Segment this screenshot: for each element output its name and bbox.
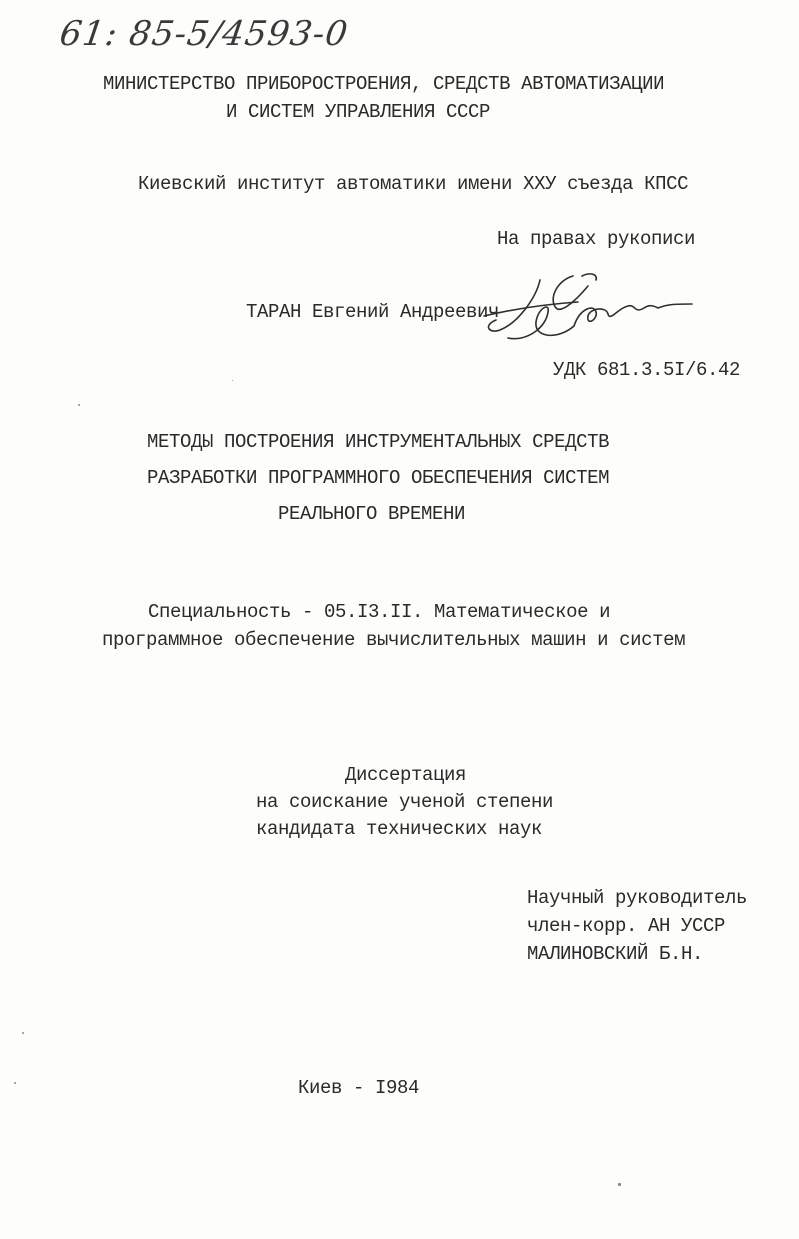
author-signature <box>478 268 698 348</box>
supervisor-label: Научный руководитель <box>527 887 748 909</box>
specialty-line-1: Специальность - 05.I3.II. Математическое и <box>148 601 611 623</box>
title-line-2: РАЗРАБОТКИ ПРОГРАММНОГО ОБЕСПЕЧЕНИЯ СИСТЕМ <box>147 467 610 489</box>
dissertation-label: Диссертация <box>345 764 467 786</box>
specialty-line-2: программное обеспечение вычислительных машин и систем <box>102 629 686 651</box>
udc-code: УДК 681.3.5I/6.42 <box>553 359 741 381</box>
scan-speck <box>618 1183 621 1186</box>
supervisor-name: МАЛИНОВСКИЙ Б.Н. <box>527 943 704 965</box>
title-line-3: РЕАЛЬНОГО ВРЕМЕНИ <box>278 503 466 525</box>
supervisor-title: член-корр. АН УССР <box>527 915 726 937</box>
manuscript-rights-note: На правах рукописи <box>497 228 696 250</box>
dissertation-field-line: кандидата технических наук <box>256 818 543 840</box>
institute-name: Киевский институт автоматики имени ХХУ съезда КПСС <box>138 173 689 195</box>
scan-speck <box>22 1032 24 1034</box>
scan-speck <box>232 380 233 381</box>
title-line-1: МЕТОДЫ ПОСТРОЕНИЯ ИНСТРУМЕНТАЛЬНЫХ СРЕДСТВ <box>147 431 610 453</box>
scan-speck <box>14 1082 16 1084</box>
ministry-line-1: МИНИСТЕРСТВО ПРИБОРОСТРОЕНИЯ, СРЕДСТВ АВТОМАТИЗАЦИИ <box>103 73 665 95</box>
scan-speck <box>78 404 80 406</box>
dissertation-degree-line: на соискание ученой степени <box>256 791 554 813</box>
ministry-line-2: И СИСТЕМ УПРАВЛЕНИЯ СССР <box>226 101 491 123</box>
author-name: ТАРАН Евгений Андреевич <box>246 301 500 323</box>
archive-code-handwritten: 61: 85-5/4593-0 <box>57 14 351 54</box>
place-and-year: Киев - I984 <box>298 1077 420 1099</box>
